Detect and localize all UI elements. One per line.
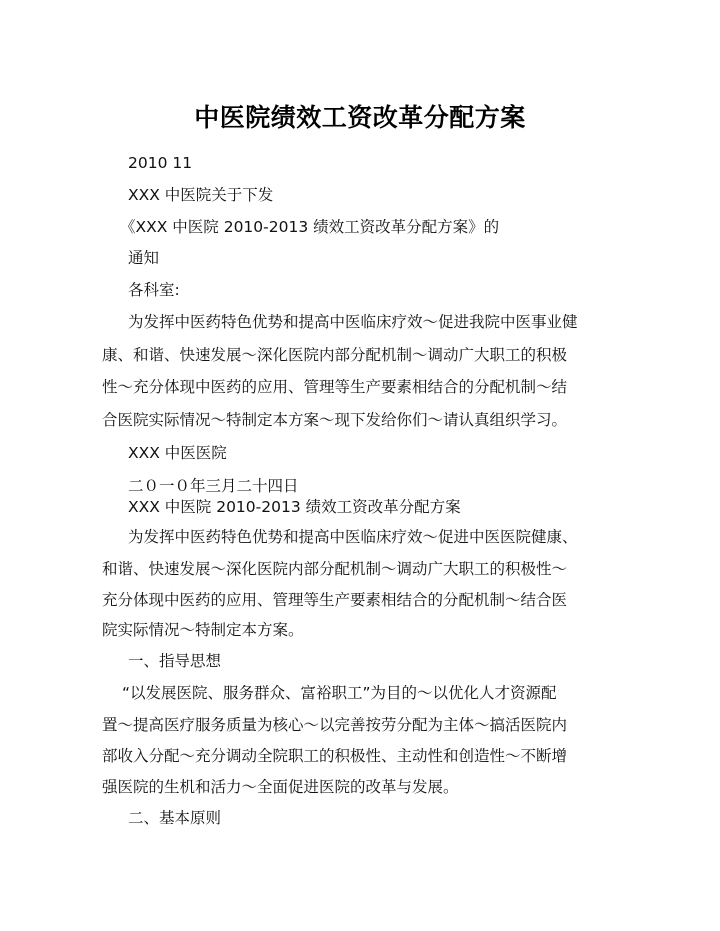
intro-paragraph-line: 为发挥中医药特色优势和提高中医临床疗效～促进中医医院健康、 [128,528,578,546]
notice-paragraph-line: 性～充分体现中医药的应用、管理等生产要素相结合的分配机制～结 [102,378,568,396]
header-plan-name: 《XXX 中医院 2010-2013 绩效工资改革分配方案》的 [120,218,500,236]
section1-paragraph-line: 强医院的生机和活力～全面促进医院的改革与发展。 [102,778,459,796]
signature-date: 二０一０年三月二十四日 [128,477,299,495]
plan-title: XXX 中医院 2010-2013 绩效工资改革分配方案 [128,498,461,516]
header-date: 2010 11 [128,154,193,172]
header-notice: 通知 [128,249,160,267]
notice-paragraph-line: 康、和谐、快速发展～深化医院内部分配机制～调动广大职工的积极 [102,346,568,364]
signature: XXX 中医医院 [128,444,227,462]
section1-paragraph-line: 置～提高医疗服务质量为核心～以完善按劳分配为主体～搞活医院内 [102,716,568,734]
intro-paragraph-line: 院实际情况～特制定本方案。 [102,621,304,639]
notice-paragraph-line: 为发挥中医药特色优势和提高中医临床疗效～促进我院中医事业健 [128,313,578,331]
intro-paragraph-line: 充分体现中医药的应用、管理等生产要素相结合的分配机制～结合医 [102,591,568,609]
section-heading-basic-principles: 二、基本原则 [128,809,222,827]
section-heading-guiding-ideology: 一、指导思想 [128,652,222,670]
section1-paragraph-line: 部收入分配～充分调动全院职工的积极性、主动性和创造性～不断增 [102,747,568,765]
notice-paragraph-line: 合医院实际情况～特制定本方案～现下发给你们～请认真组织学习。 [102,411,568,429]
document-title: 中医院绩效工资改革分配方案 [194,103,526,132]
salutation: 各科室: [128,281,180,299]
intro-paragraph-line: 和谐、快速发展～深化医院内部分配机制～调动广大职工的积极性～ [102,560,568,578]
section1-paragraph-line: “以发展医院、服务群众、富裕职工”为目的～以优化人才资源配 [122,684,557,702]
header-issuer: XXX 中医院关于下发 [128,186,274,204]
